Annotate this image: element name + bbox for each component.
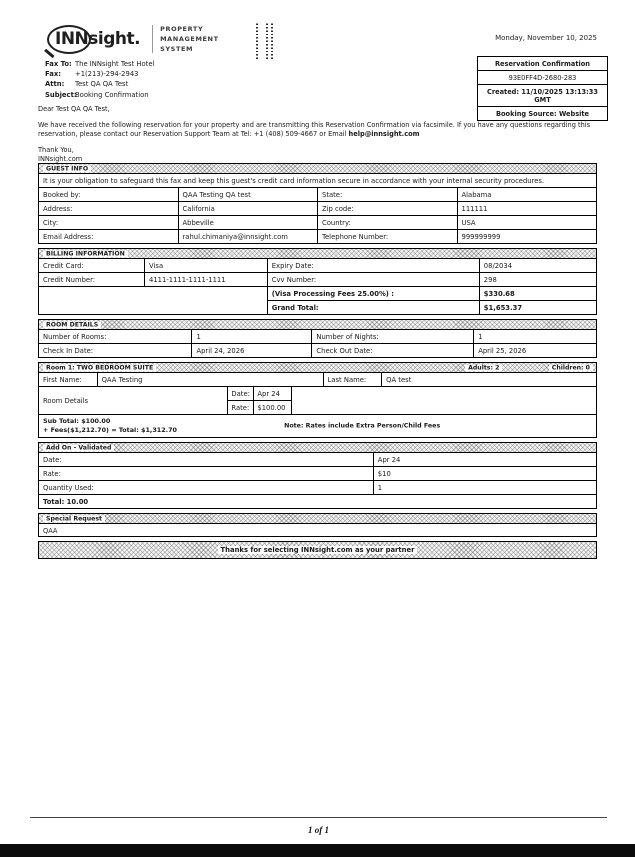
- subject-value: Booking Confirmation: [75, 90, 149, 99]
- rate-amount-value: $100.00: [257, 403, 286, 412]
- phone-label: Telephone Number:: [318, 230, 458, 244]
- table-row: [39, 273, 597, 287]
- special-request-title: Special Request: [43, 515, 105, 522]
- email-value: rahul.chimaniya@innsight.com: [178, 230, 318, 244]
- room-details-label: Room Details: [39, 387, 228, 414]
- confirmation-title: Reservation Confirmation: [478, 57, 607, 71]
- table-row: [39, 330, 597, 344]
- grand-total-label: Grand Total:: [267, 301, 479, 315]
- table-row: [39, 188, 597, 202]
- fees-total: + Fees($1,212.70) = Total: $1,312.70: [43, 425, 178, 434]
- table-row: [39, 259, 597, 273]
- cvv-value: 298: [479, 273, 596, 287]
- addon-header: [38, 442, 597, 453]
- table-row: [39, 481, 597, 495]
- check-in-label: Check In Date:: [39, 344, 192, 358]
- attn-row: [45, 80, 154, 88]
- room1-totals-row: [38, 415, 597, 438]
- guest-info-disclaimer-row: [39, 174, 597, 188]
- country-label: Country:: [318, 216, 458, 230]
- addon-qty-label: Quantity Used:: [39, 481, 374, 495]
- table-row: [39, 453, 597, 467]
- billing-table: [38, 259, 597, 315]
- room-details-header: [38, 319, 597, 330]
- check-out-label: Check Out Date:: [312, 344, 474, 358]
- credit-card-value: Visa: [145, 259, 268, 273]
- thanks-banner: [38, 541, 597, 559]
- guest-info-disclaimer: It is your obligation to safeguard this fax and keep this guest's credit card information secure in accordance with your internal security procedures.: [39, 174, 597, 188]
- processing-fees-value: $330.68: [479, 287, 596, 301]
- room1-totals-lines: [43, 417, 177, 434]
- fax-to-row: [45, 60, 154, 68]
- fax-address-block: [45, 60, 154, 101]
- last-name-label: Last Name:: [323, 373, 382, 387]
- address-value: California: [178, 202, 318, 216]
- state-label: State:: [318, 188, 458, 202]
- room1-title: Room 1: TWO BEDROOM SUITE: [43, 364, 156, 371]
- num-nights-value: 1: [474, 330, 597, 344]
- city-label: City:: [39, 216, 179, 230]
- room-rate-mini-table: [228, 387, 292, 414]
- intro-body: We have received the following reservation for your property and are transmitting this Reservation Confirmation via facsimile. If you have any questions regarding this reservation, please contact our Reservation Support Team at Tel: +1 (408) 509-4667 or Email: [38, 120, 591, 138]
- state-value: Alabama: [457, 188, 597, 202]
- num-rooms-label: Number of Rooms:: [39, 330, 192, 344]
- room-details-title: ROOM DETAILS: [43, 321, 101, 328]
- table-row: [39, 287, 597, 301]
- guest-info-table: [38, 174, 597, 244]
- guest-info-header: [38, 163, 597, 174]
- num-nights-label: Number of Nights:: [312, 330, 474, 344]
- billing-header: [38, 248, 597, 259]
- subject-label: Subject:: [45, 90, 77, 99]
- closing: [38, 146, 597, 164]
- addon-rate-label: Rate:: [39, 467, 374, 481]
- country-value: USA: [457, 216, 597, 230]
- attn-label: Attn:: [45, 80, 65, 89]
- special-request-section: [38, 513, 597, 537]
- check-in-value: April 24, 2026: [192, 344, 312, 358]
- room1-rate-row: [38, 387, 597, 415]
- magnifier-handle-icon: [44, 49, 54, 58]
- table-row: [39, 202, 597, 216]
- check-out-value: April 25, 2026: [474, 344, 597, 358]
- last-name-value: QA test: [382, 373, 597, 387]
- booked-by-value: QAA Testing QA test: [178, 188, 318, 202]
- special-request-header: [38, 513, 597, 524]
- document-body: [38, 163, 597, 559]
- page-footer: [30, 817, 607, 837]
- booking-source: Booking Source: Website: [495, 109, 590, 118]
- addon-date-value: Apr 24: [373, 453, 596, 467]
- attn-value: Test QA QA Test: [75, 80, 129, 89]
- thanks-banner-text: Thanks for selecting INNsight.com as your partner: [218, 546, 418, 554]
- innsight-logo-mark: [45, 25, 146, 53]
- addon-table: [38, 453, 597, 509]
- logo-tagline-line: MANAGEMENT: [160, 35, 219, 44]
- fax-number-label: Fax:: [45, 70, 61, 79]
- expiry-value: 08/2034: [479, 259, 596, 273]
- logo-tagline-line: PROPERTY: [160, 25, 204, 33]
- fax-to-value: The INNsight Test Hotel: [75, 60, 155, 68]
- addon-section: [38, 442, 597, 509]
- document-header: [0, 0, 635, 165]
- addon-title: Add On - Validated: [43, 444, 114, 451]
- rate-date-value: Apr 24: [257, 389, 280, 398]
- zip-label: Zip code:: [318, 202, 458, 216]
- rate-date-row: [228, 387, 291, 401]
- salutation: Dear Test QA QA Test,: [38, 105, 110, 113]
- logo-tagline: [160, 24, 219, 54]
- fax-timestamp-strip: [266, 22, 268, 59]
- table-row: [39, 495, 597, 509]
- addon-qty-value: 1: [373, 481, 596, 495]
- room1-rate-filler: [292, 387, 596, 414]
- credit-number-label: Credit Number:: [39, 273, 145, 287]
- addon-rate-value: $10: [373, 467, 596, 481]
- email-label: Email Address:: [39, 230, 179, 244]
- fax-timestamp-strip: [271, 22, 273, 59]
- expiry-label: Expiry Date:: [267, 259, 479, 273]
- fax-number-row: [45, 70, 154, 78]
- fax-to-label: Fax To:: [45, 60, 72, 68]
- innsight-logo: [45, 24, 219, 54]
- billing-title: BILLING INFORMATION: [43, 250, 128, 257]
- phone-value: 999999999: [457, 230, 597, 244]
- zip-value: 111111: [457, 202, 597, 216]
- room1-children: Children: 0: [549, 364, 593, 371]
- first-name-label: First Name:: [39, 373, 98, 387]
- billing-empty-cell: [39, 287, 268, 315]
- credit-number-value: 4111-1111-1111-1111: [145, 273, 268, 287]
- grand-total-value: $1,653.37: [479, 301, 596, 315]
- num-rooms-value: 1: [192, 330, 312, 344]
- rate-date-label: Date:: [228, 387, 254, 400]
- cvv-label: Cvv Number:: [267, 273, 479, 287]
- fax-timestamp-strip: [256, 22, 258, 59]
- rates-note: Note: Rates include Extra Person/Child Fees: [284, 422, 441, 430]
- subject-row: [45, 91, 154, 99]
- addon-total: Total: 10.00: [39, 495, 597, 509]
- guest-info-section: [38, 163, 597, 244]
- special-request-value: QAA: [38, 524, 597, 537]
- processing-fees-label: (Visa Processing Fees 25.00%) :: [267, 287, 479, 301]
- credit-card-label: Credit Card:: [39, 259, 145, 273]
- room-details-section: [38, 319, 597, 358]
- addon-date-label: Date:: [39, 453, 374, 467]
- booked-by-label: Booked by:: [39, 188, 179, 202]
- viewer-bottom-bar: [0, 844, 635, 857]
- confirmation-created: Created: 11/10/2025 13:13:33 GMT: [478, 85, 607, 107]
- logo-divider: [152, 25, 153, 53]
- document-date: Monday, November 10, 2025: [495, 34, 597, 42]
- room1-header: [38, 362, 597, 373]
- closing-thank-you: Thank You,: [38, 145, 74, 154]
- table-row: [39, 216, 597, 230]
- guest-info-title: GUEST INFO: [43, 165, 91, 172]
- confirmation-number: 93E0FF4D-2680-283: [478, 71, 607, 85]
- first-name-value: QAA Testing: [97, 373, 323, 387]
- address-label: Address:: [39, 202, 179, 216]
- rate-amount-row: [228, 401, 291, 414]
- rate-amount-label: Rate:: [228, 401, 254, 414]
- intro-paragraph: [38, 121, 597, 139]
- room1-name-table: [38, 373, 597, 387]
- intro-text: [38, 105, 597, 163]
- closing-signature: INNsight.com: [38, 154, 83, 163]
- page-number: 1 of 1: [308, 825, 329, 835]
- logo-tagline-line: SYSTEM: [160, 45, 194, 54]
- table-row: [39, 230, 597, 244]
- fax-number-value: +1(213)-294-2943: [75, 70, 139, 79]
- city-value: Abbeville: [178, 216, 318, 230]
- room-details-table: [38, 330, 597, 358]
- magnifier-lens-icon: [47, 25, 91, 54]
- sub-total: Sub Total: $100.00: [43, 417, 111, 425]
- room1-adults: Adults: 2: [465, 364, 502, 371]
- billing-section: [38, 248, 597, 315]
- room1-section: [38, 362, 597, 438]
- support-email: help@innsight.com: [348, 129, 420, 138]
- table-row: [39, 344, 597, 358]
- table-row: [39, 373, 597, 387]
- table-row: [39, 467, 597, 481]
- logo-brand-text: INNsight.: [55, 29, 141, 50]
